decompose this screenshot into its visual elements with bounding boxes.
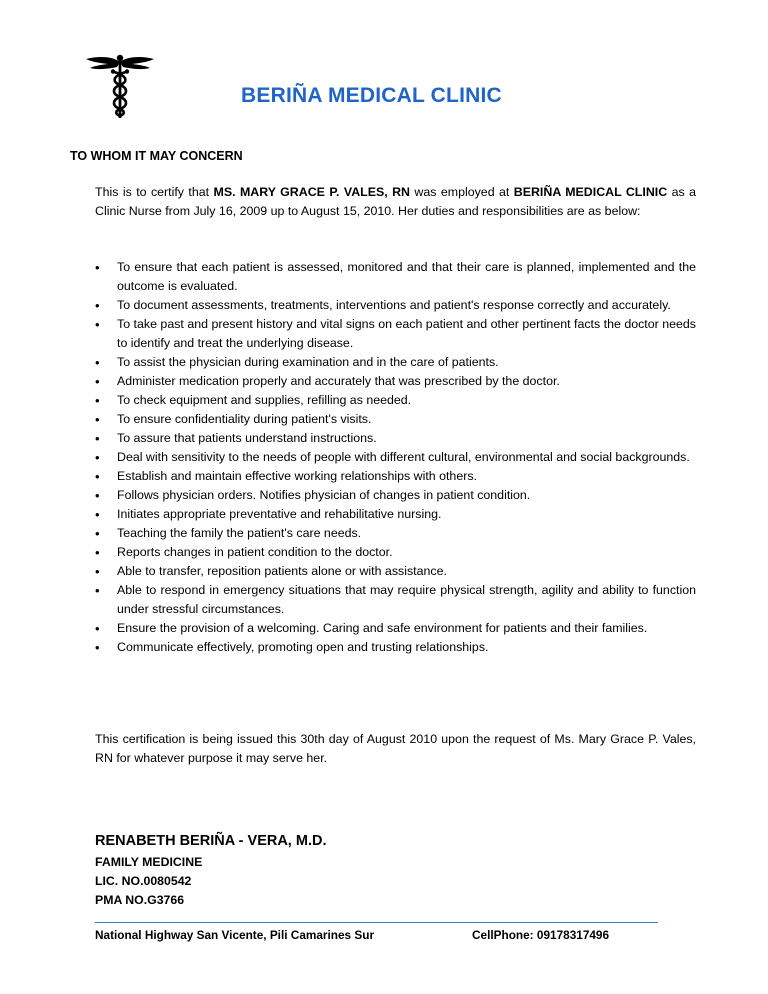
duty-item: • To assure that patients understand instructions. xyxy=(95,429,696,448)
duty-item: • Deal with sensitivity to the needs of people with different cultural, environmental and social backgrounds. xyxy=(95,448,696,467)
duty-item: • Initiates appropriate preventative and rehabilitative nursing. xyxy=(95,505,696,524)
duty-item: • To ensure confidentiality during patient's visits. xyxy=(95,410,696,429)
doctor-specialty: FAMILY MEDICINE xyxy=(95,855,203,869)
duty-item: • Follows physician orders. Notifies physician of changes in patient condition. xyxy=(95,486,696,505)
duty-item: • Reports changes in patient condition to the doctor. xyxy=(95,543,696,562)
salutation: TO WHOM IT MAY CONCERN xyxy=(70,149,243,163)
signature-block xyxy=(95,833,326,910)
clinic-title: BERIÑA MEDICAL CLINIC xyxy=(241,84,502,107)
caduceus-icon xyxy=(84,50,156,122)
doctor-name: RENABETH BERIÑA - VERA, M.D. xyxy=(95,833,327,849)
duty-item: • To document assessments, treatments, interventions and patient's response correctly and accurately. xyxy=(95,296,696,315)
duty-item: • Establish and maintain effective working relationships with others. xyxy=(95,467,696,486)
duties-list xyxy=(95,258,696,657)
intro-text: was employed at xyxy=(410,185,514,199)
footer-phone: CellPhone: 09178317496 xyxy=(472,928,610,942)
duty-item: • Able to respond in emergency situations that may require physical strength, agility and ability to function under stressful circumstances. xyxy=(95,581,696,619)
duty-item: • Communicate effectively, promoting open and trusting relationships. xyxy=(95,638,696,657)
pma-number: PMA NO.G3766 xyxy=(95,893,185,907)
duty-item: • Able to transfer, reposition patients alone or with assistance. xyxy=(95,562,696,581)
footer-divider xyxy=(95,922,658,923)
duty-item: • Teaching the family the patient's care needs. xyxy=(95,524,696,543)
footer-address: National Highway San Vicente, Pili Camarines Sur xyxy=(95,928,375,942)
duty-item: • Ensure the provision of a welcoming. Caring and safe environment for patients and their families. xyxy=(95,619,696,638)
intro-text: as a Clinic Nurse from July 16, 2009 up to August 15, 2010. Her duties and responsibilities are as below: xyxy=(95,185,696,218)
license-number: LIC. NO.0080542 xyxy=(95,874,192,888)
clinic-name-inline: BERIÑA MEDICAL CLINIC xyxy=(513,185,668,199)
employee-name: MS. MARY GRACE P. VALES, RN xyxy=(213,185,410,199)
duty-item: • Administer medication properly and accurately that was prescribed by the doctor. xyxy=(95,372,696,391)
duty-item: • To ensure that each patient is assessed, monitored and that their care is planned, implemented and the outcome is evaluated. xyxy=(95,258,696,296)
duty-item: • To take past and present history and vital signs on each patient and other pertinent facts the doctor needs to identify and treat the underlying disease. xyxy=(95,315,696,353)
intro-text: This is to certify that xyxy=(95,185,214,199)
intro-paragraph xyxy=(95,183,696,221)
duty-item: • To check equipment and supplies, refilling as needed. xyxy=(95,391,696,410)
duty-item: • To assist the physician during examination and in the care of patients. xyxy=(95,353,696,372)
closing-paragraph: This certification is being issued this 30th day of August 2010 upon the request of Ms. Mary Grace P. Vales, RN for whatever purpose it may serve her. xyxy=(95,732,696,765)
